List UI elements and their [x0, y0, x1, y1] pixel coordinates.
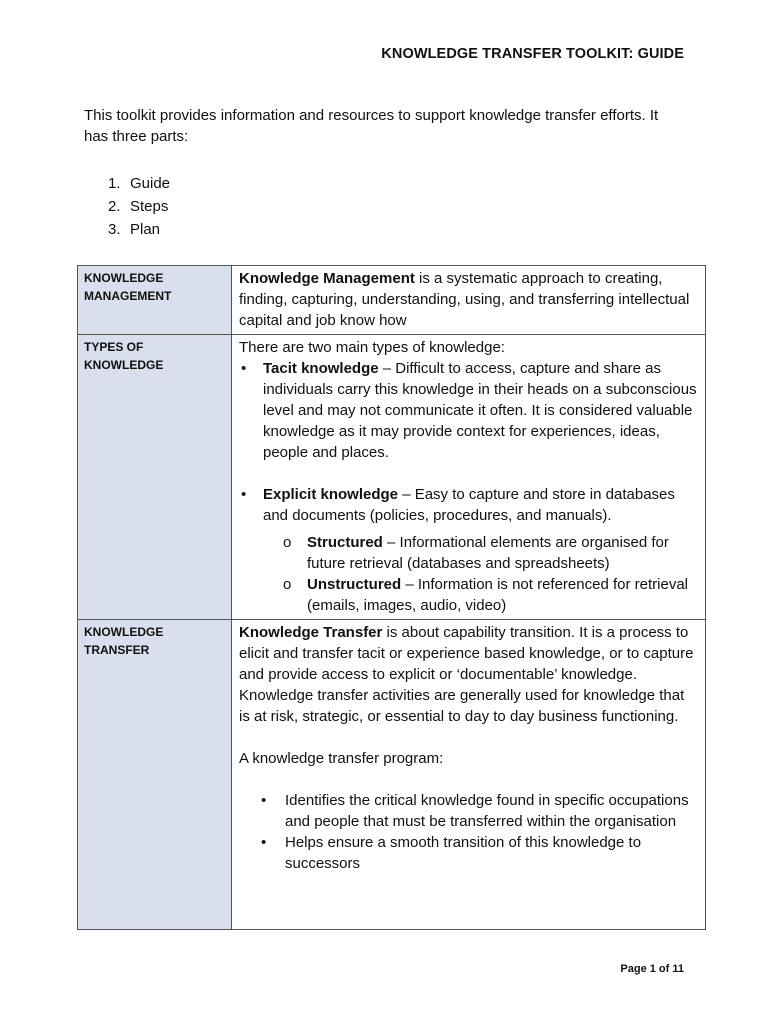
- list-item: [239, 358, 699, 463]
- list-item: [239, 832, 699, 874]
- term: Structured: [307, 534, 383, 551]
- circle-bullet-icon: o: [283, 576, 292, 593]
- types-intro: There are two main types of knowledge:: [239, 339, 505, 356]
- parts-list: [108, 172, 170, 241]
- definition: – Easy to capture and store in databases and documents (policies, procedures, and manuals).: [263, 486, 675, 524]
- list-item: [239, 484, 699, 526]
- list-item-label: Steps: [130, 198, 169, 215]
- definition: – Informational elements are organised for future retrieval (databases and spreadsheets): [307, 534, 669, 572]
- row-label: TYPES OF KNOWLEDGE: [78, 335, 232, 620]
- document-title: KNOWLEDGE TRANSFER TOOLKIT: GUIDE: [381, 46, 684, 62]
- knowledge-table: [77, 265, 706, 930]
- bullet-icon: •: [261, 834, 267, 851]
- list-number: 2.: [108, 198, 121, 215]
- table-row: [78, 335, 706, 620]
- program-intro: A knowledge transfer program:: [239, 750, 444, 767]
- definition: – Difficult to access, capture and share as individuals carry this knowledge in their heads on a subconscious level and may not communicate it often. It is considered valuable knowledge as it may provide context for experiences, ideas, people and places.: [263, 360, 697, 461]
- table-row: [78, 620, 706, 930]
- row-content: [232, 620, 706, 930]
- term: Explicit knowledge: [263, 486, 399, 503]
- list-number: 1.: [108, 175, 121, 192]
- sub-list-item: [239, 574, 699, 616]
- bullet-text: Identifies the critical knowledge found in specific occupations and people that must be transferred within the organisation: [285, 792, 689, 830]
- bullet-icon: •: [241, 360, 247, 377]
- intro-paragraph: This toolkit provides information and resources to support knowledge transfer efforts. It has three parts:: [84, 107, 659, 145]
- definition: is about capability transition. It is a process to elicit and transfer tacit or experience based knowledge, or to capture and provide access to explicit or ‘documentable’ knowledge. Knowledge transfer activities are generally used for knowledge that is at risk, strategic, or essential to day to day business functioning.: [239, 624, 694, 725]
- sub-list-item: [239, 532, 699, 574]
- bullet-icon: •: [261, 792, 267, 809]
- bullet-text: Helps ensure a smooth transition of this knowledge to successors: [285, 834, 642, 872]
- definition: is a systematic approach to creating, finding, capturing, understanding, using, and transferring intellectual capital and job know how: [239, 270, 690, 329]
- term: Knowledge Transfer: [239, 624, 383, 641]
- list-item: [108, 172, 170, 195]
- circle-bullet-icon: o: [283, 534, 292, 551]
- bullet-icon: •: [241, 486, 247, 503]
- list-number: 3.: [108, 221, 121, 238]
- row-label: KNOWLEDGE MANAGEMENT: [78, 266, 232, 335]
- term: Knowledge Management: [239, 270, 415, 287]
- row-label: KNOWLEDGE TRANSFER: [78, 620, 232, 930]
- page-number: Page 1 of 11: [620, 963, 684, 975]
- list-item: [239, 790, 699, 832]
- list-item-label: Plan: [130, 221, 161, 238]
- list-item: [108, 218, 170, 241]
- list-item-label: Guide: [130, 175, 171, 192]
- term: Unstructured: [307, 576, 402, 593]
- definition: – Information is not referenced for retrieval (emails, images, audio, video): [307, 576, 688, 614]
- row-content: [232, 335, 706, 620]
- table-row: [78, 266, 706, 335]
- row-content: [232, 266, 706, 335]
- term: Tacit knowledge: [263, 360, 379, 377]
- list-item: [108, 195, 170, 218]
